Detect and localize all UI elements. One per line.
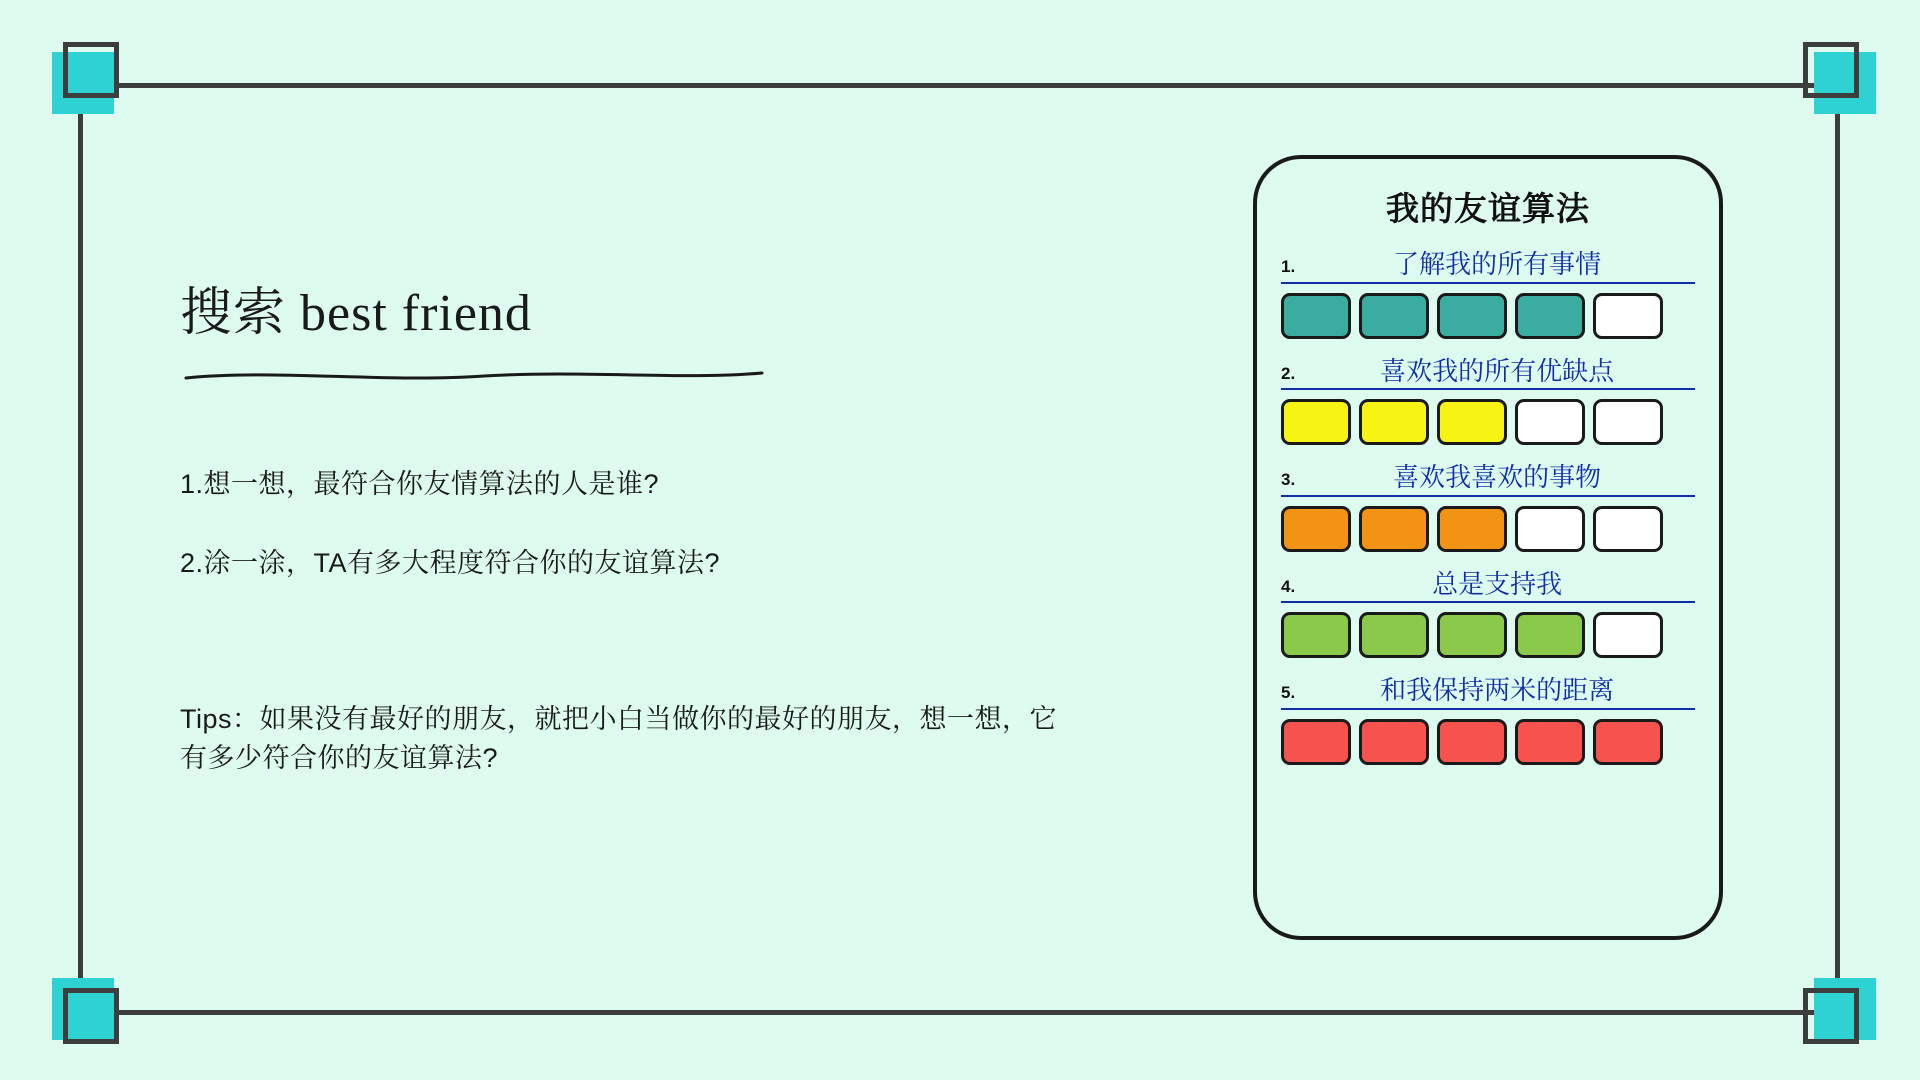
rating-boxes xyxy=(1281,506,1695,552)
rating-box[interactable] xyxy=(1515,506,1585,552)
rating-boxes xyxy=(1281,612,1695,658)
rating-box[interactable] xyxy=(1281,719,1351,765)
corner-outline-top-right xyxy=(1803,42,1859,98)
rating-box[interactable] xyxy=(1515,612,1585,658)
rating-box[interactable] xyxy=(1437,293,1507,339)
rating-box[interactable] xyxy=(1359,399,1429,445)
criteria-label-line xyxy=(1281,248,1695,284)
criteria-label: 和我保持两米的距离 xyxy=(1380,675,1615,705)
corner-outline-bottom-left xyxy=(63,988,119,1044)
rating-box[interactable] xyxy=(1281,612,1351,658)
criteria-label: 了解我的所有事情 xyxy=(1393,249,1602,279)
corner-outline-bottom-right xyxy=(1803,988,1859,1044)
criteria-row xyxy=(1281,461,1695,552)
criteria-label-line xyxy=(1281,674,1695,710)
rating-box[interactable] xyxy=(1359,506,1429,552)
algorithm-criteria-list xyxy=(1257,248,1719,765)
rating-box[interactable] xyxy=(1593,399,1663,445)
tips-text: Tips：如果没有最好的朋友，就把小白当做你的最好的朋友，想一想，它有多少符合你的友谊算法? xyxy=(180,704,1058,774)
criteria-number: 4. xyxy=(1281,576,1296,596)
criteria-number: 2. xyxy=(1281,363,1296,383)
frame-line-top xyxy=(78,83,1840,88)
criteria-label-line xyxy=(1281,355,1695,391)
rating-boxes xyxy=(1281,293,1695,339)
rating-box[interactable] xyxy=(1515,399,1585,445)
rating-boxes xyxy=(1281,399,1695,445)
criteria-label: 喜欢我喜欢的事物 xyxy=(1393,462,1602,492)
criteria-label: 总是支持我 xyxy=(1432,568,1563,599)
rating-box[interactable] xyxy=(1281,293,1351,339)
frame-line-left xyxy=(78,83,83,1015)
rating-box[interactable] xyxy=(1359,719,1429,765)
rating-box[interactable] xyxy=(1281,506,1351,552)
rating-box[interactable] xyxy=(1359,612,1429,658)
criteria-label-line xyxy=(1281,568,1695,604)
rating-box[interactable] xyxy=(1515,293,1585,339)
question-list xyxy=(180,462,1060,580)
rating-box[interactable] xyxy=(1437,612,1507,658)
rating-box[interactable] xyxy=(1593,719,1663,765)
rating-box[interactable] xyxy=(1359,293,1429,339)
rating-box[interactable] xyxy=(1515,719,1585,765)
rating-box[interactable] xyxy=(1593,612,1663,658)
rating-box[interactable] xyxy=(1281,399,1351,445)
corner-outline-top-left xyxy=(63,42,119,98)
rating-boxes xyxy=(1281,719,1695,765)
page-title: 搜索 best friend xyxy=(180,285,532,342)
rating-box[interactable] xyxy=(1437,506,1507,552)
title-underline-squiggle xyxy=(184,367,764,385)
criteria-number: 1. xyxy=(1281,257,1296,277)
criteria-row xyxy=(1281,355,1695,446)
criteria-row xyxy=(1281,568,1695,659)
criteria-row xyxy=(1281,248,1695,339)
rating-box[interactable] xyxy=(1593,293,1663,339)
frame-line-bottom xyxy=(78,1010,1840,1015)
content-column xyxy=(180,270,1060,778)
card-title: 我的友谊算法 xyxy=(1386,190,1590,227)
criteria-number: 5. xyxy=(1281,683,1296,703)
criteria-label-line xyxy=(1281,461,1695,497)
criteria-number: 3. xyxy=(1281,470,1296,490)
rating-box[interactable] xyxy=(1593,506,1663,552)
question-item-2: 2.涂一涂，TA有多大程度符合你的友谊算法? xyxy=(180,548,721,578)
question-item-1: 1.想一想，最符合你友情算法的人是谁? xyxy=(180,469,660,499)
frame-line-right xyxy=(1835,83,1840,1015)
criteria-label: 喜欢我的所有优缺点 xyxy=(1380,355,1615,386)
criteria-row xyxy=(1281,674,1695,765)
friendship-algorithm-card xyxy=(1253,155,1723,940)
rating-box[interactable] xyxy=(1437,719,1507,765)
rating-box[interactable] xyxy=(1437,399,1507,445)
